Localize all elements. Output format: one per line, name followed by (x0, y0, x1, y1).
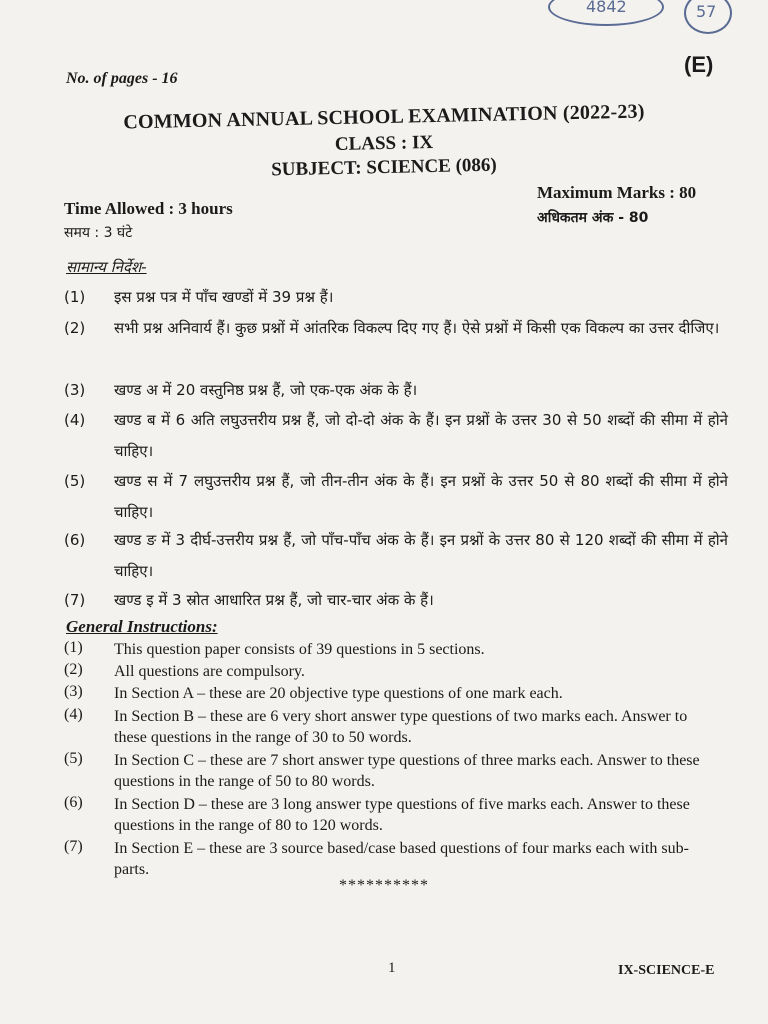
item-number: (6) (64, 531, 86, 549)
item-text: सभी प्रश्न अनिवार्य हैं। कुछ प्रश्नों में आंतरिक विकल्प दिए गए हैं। ऐसे प्रश्नों में किसी एक विकल्प का उत्तर दीजिए। (114, 319, 720, 337)
item-text: खण्ड ङ में 3 दीर्घ-उत्तरीय प्रश्न हैं, जो पाँच-पाँच अंक के हैं। इन प्रश्नों के उत्तर 80 से 120 शब्दों की सीमा में होने चाहिए। (114, 531, 729, 580)
item-number: (3) (64, 683, 83, 700)
maximum-marks: Maximum Marks : 80 (537, 183, 697, 202)
item-text: In Section C – these are 7 short answer type questions of three marks each. Answer to these questions in the range of 50 to 80 words. (114, 752, 700, 790)
item-text: खण्ड अ में 20 वस्तुनिष्ठ प्रश्न हैं, जो एक-एक अंक के हैं। (114, 381, 418, 399)
item-number: (5) (64, 472, 86, 490)
item-number: (7) (64, 838, 83, 855)
item-text: In Section D – these are 3 long answer type questions of five marks each. Answer to these questions in the range of 80 to 120 words. (114, 796, 690, 834)
footer-paper-code: IX-SCIENCE-E (618, 963, 715, 978)
class-line: CLASS : IX (334, 131, 434, 156)
item-number: (2) (64, 319, 86, 337)
subject-line: SUBJECT: SCIENCE (086) (270, 154, 497, 181)
item-number: (7) (64, 591, 86, 609)
item-number: (4) (64, 411, 86, 429)
pages-label: No. of pages - 16 (66, 70, 178, 87)
hindi-instructions-heading: सामान्य निर्देश- (66, 258, 147, 276)
handwritten-code: 4842 (586, 0, 627, 16)
exam-title: COMMON ANNUAL SCHOOL EXAMINATION (2022-23) (123, 100, 645, 134)
item-number: (4) (64, 706, 83, 723)
item-number: (1) (64, 639, 83, 656)
item-text: In Section A – these are 20 objective type questions of one mark each. (114, 685, 563, 702)
end-stars: ********** (339, 877, 429, 894)
item-text: This question paper consists of 39 questions in 5 sections. (114, 641, 485, 658)
item-text: खण्ड इ में 3 स्रोत आधारित प्रश्न हैं, जो चार-चार अंक के हैं। (114, 591, 434, 609)
item-number: (1) (64, 288, 86, 306)
item-text: खण्ड स में 7 लघुउत्तरीय प्रश्न हैं, जो तीन-तीन अंक के हैं। इन प्रश्नों के उत्तर 50 से 80 शब्दों की सीमा में होने चाहिए। (114, 472, 728, 521)
time-allowed-hindi: समय : 3 घंटे (64, 225, 133, 241)
item-text: In Section B – these are 6 very short answer type questions of two marks each. Answer to these questions in the range of 30 to 50 words. (114, 708, 688, 746)
item-text: इस प्रश्न पत्र में पाँच खण्डों में 39 प्रश्न हैं। (114, 288, 334, 306)
page-number: 1 (388, 960, 396, 976)
maximum-marks-hindi: अधिकतम अंक - 80 (537, 210, 649, 226)
item-number: (2) (64, 661, 83, 678)
item-number: (3) (64, 381, 86, 399)
item-number: (6) (64, 794, 83, 811)
general-instructions-heading: General Instructions: (66, 617, 218, 636)
item-text: खण्ड ब में 6 अति लघुउत्तरीय प्रश्न हैं, जो दो-दो अंक के हैं। इन प्रश्नों के उत्तर 30 से 50 शब्दों की सीमा में होने चाहिए। (114, 411, 728, 460)
set-code: (E) (684, 52, 714, 77)
item-text: In Section E – these are 3 source based/case based questions of four marks each with sub-parts. (114, 840, 689, 878)
item-number: (5) (64, 750, 83, 767)
handwritten-mark: 57 (696, 2, 717, 21)
item-text: All questions are compulsory. (114, 663, 305, 680)
time-allowed: Time Allowed : 3 hours (64, 199, 233, 218)
